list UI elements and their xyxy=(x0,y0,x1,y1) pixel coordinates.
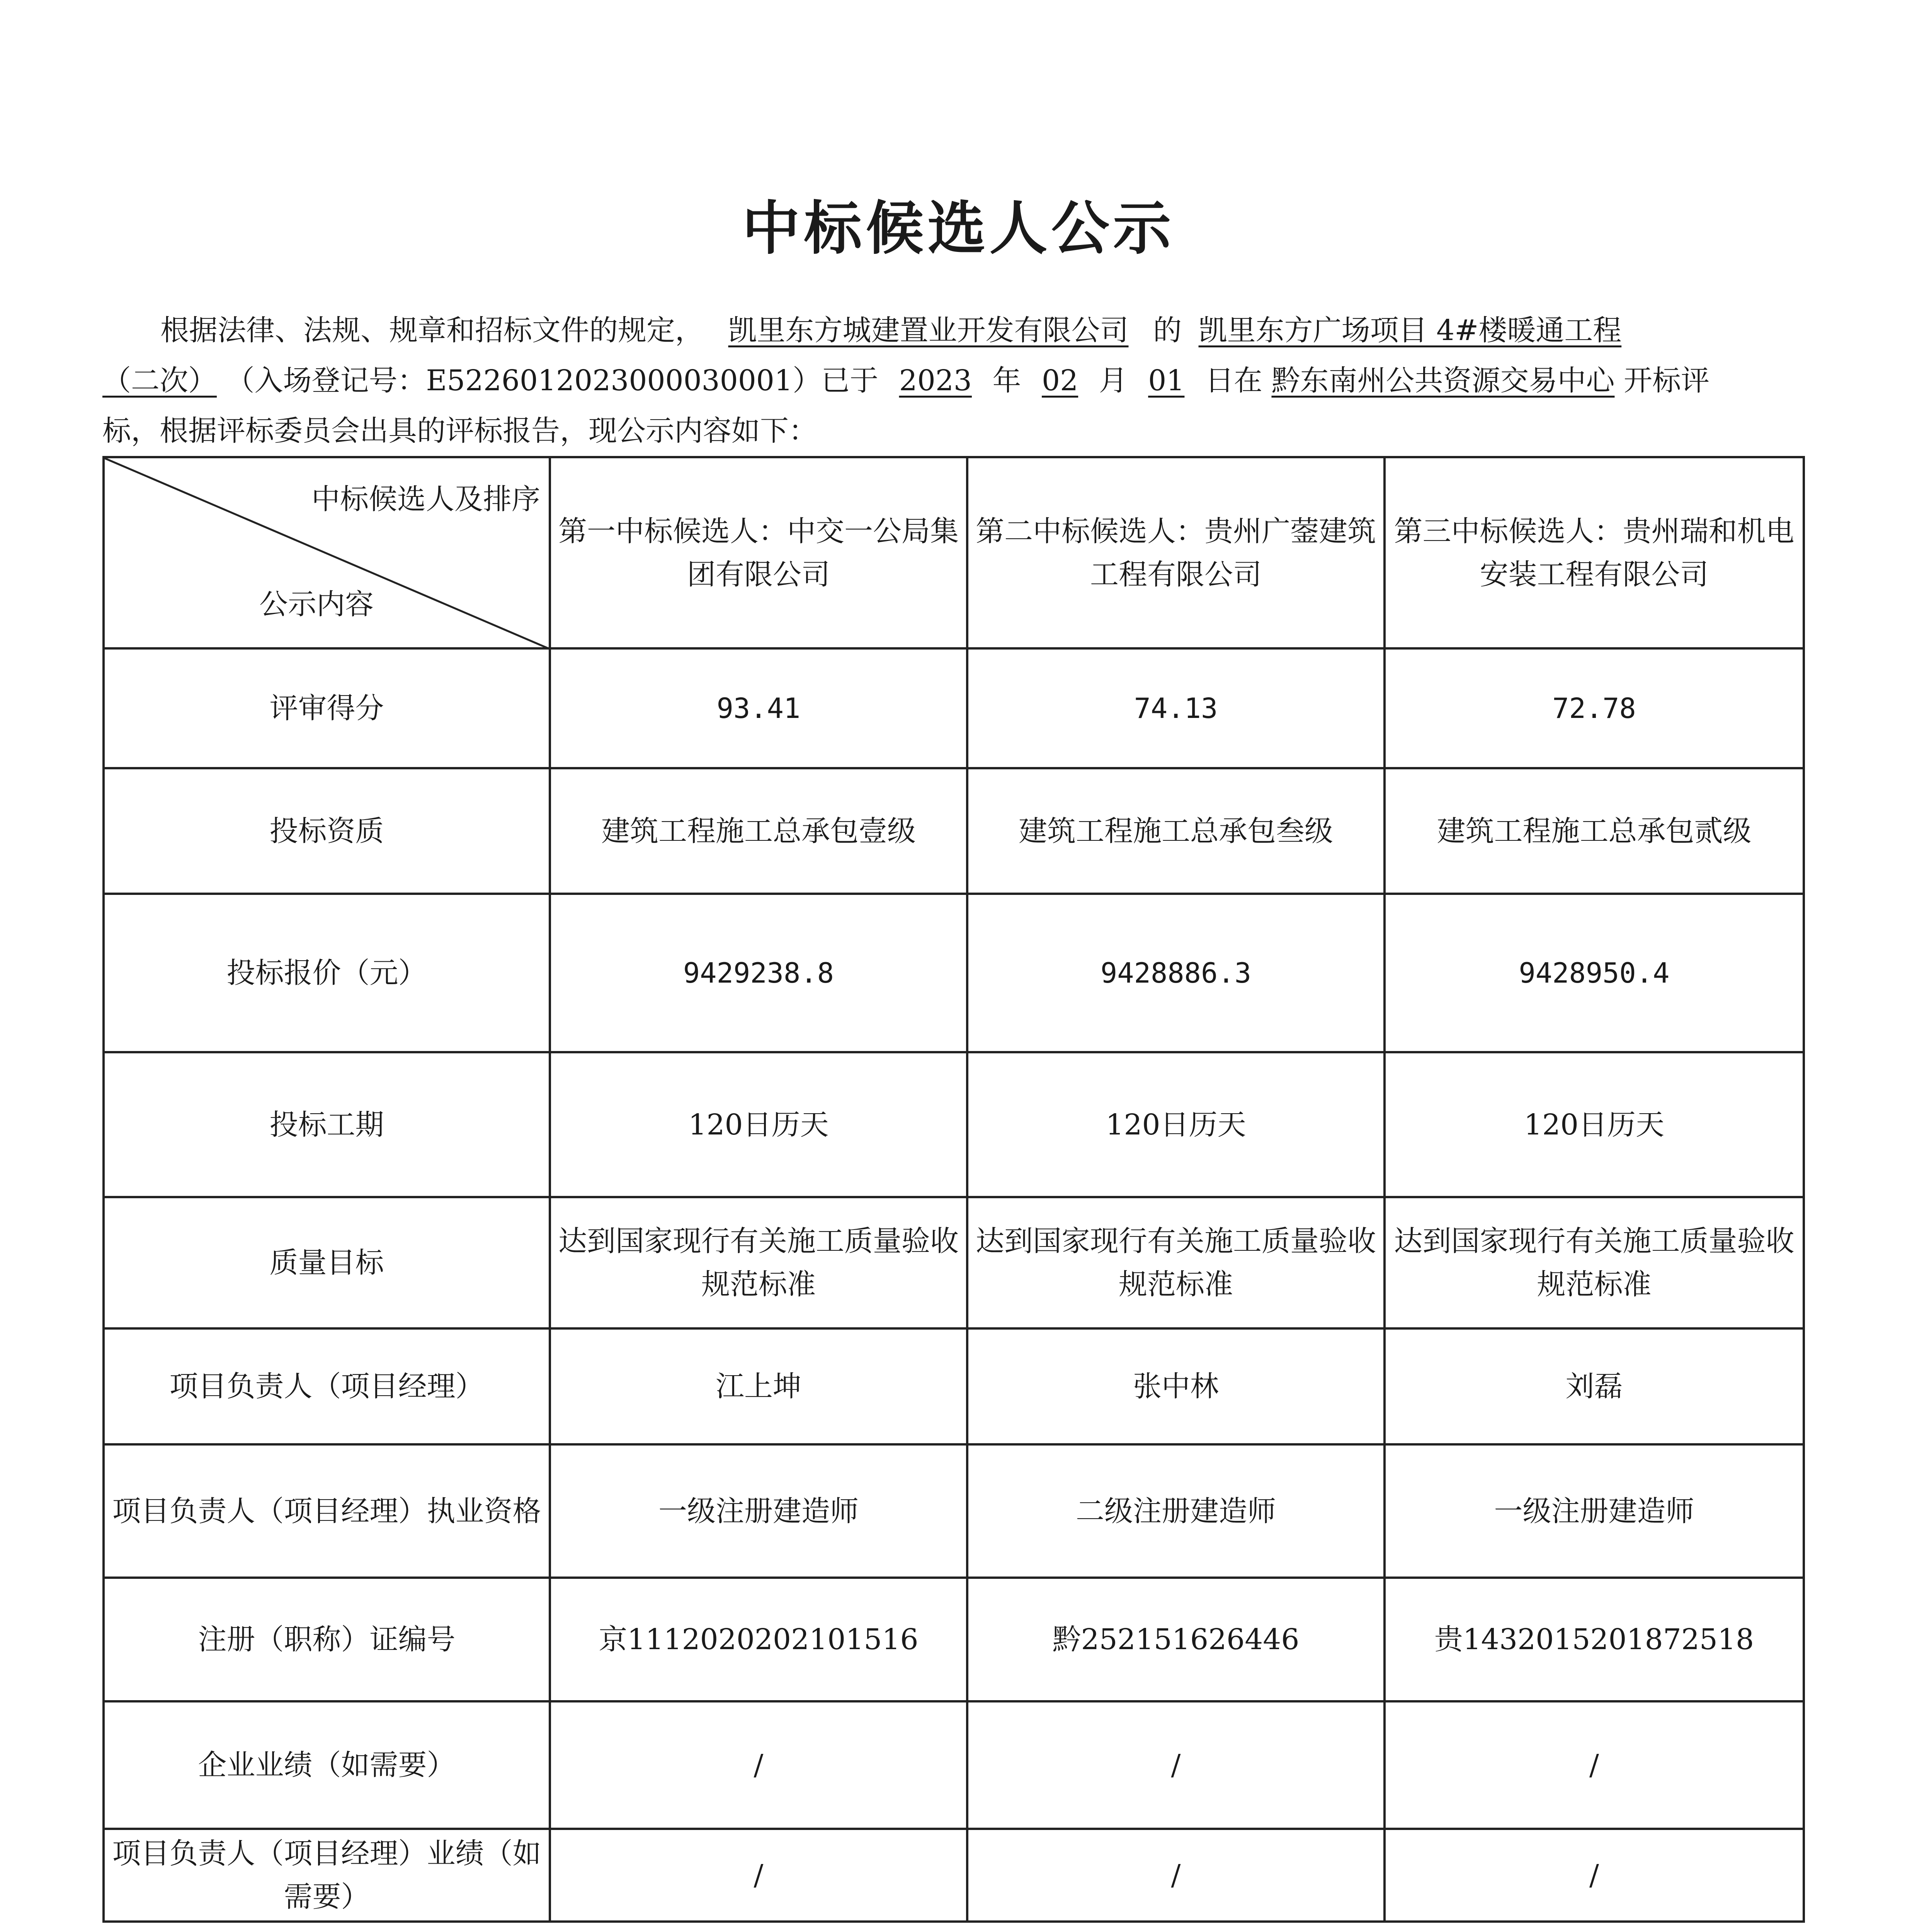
manager-qualification-cell: 二级注册建造师 xyxy=(967,1444,1385,1578)
score-cell: 93.41 xyxy=(550,648,967,768)
table-row-cert-no xyxy=(104,1578,1804,1701)
intro-line-1 xyxy=(102,305,1803,355)
candidate-2-header: 第二中标候选人：贵州广蓥建筑工程有限公司 xyxy=(967,457,1385,648)
price-cell: 9428886.3 xyxy=(967,894,1385,1052)
qualification-cell: 建筑工程施工总承包叁级 xyxy=(967,768,1385,894)
candidate-3-header: 第三中标候选人：贵州瑞和机电安装工程有限公司 xyxy=(1385,457,1804,648)
cert-no-cell: 黔252151626446 xyxy=(967,1578,1385,1701)
venue-name: 黔东南州公共资源交易中心 xyxy=(1271,364,1615,397)
intro-text-3: （入场登记号：E5226012023000030001）已于 xyxy=(226,364,879,397)
cert-no-cell: 贵1432015201872518 xyxy=(1385,1578,1804,1701)
company-performance-cell: / xyxy=(1385,1701,1804,1829)
candidate-1-header: 第一中标候选人：中交一公局集团有限公司 xyxy=(550,457,967,648)
quality-cell: 达到国家现行有关施工质量验收规范标准 xyxy=(1385,1197,1804,1328)
row-label: 项目负责人（项目经理）业绩（如需要） xyxy=(104,1829,550,1922)
score-cell: 72.78 xyxy=(1385,648,1804,768)
intro-text-1: 根据法律、法规、规章和招标文件的规定， xyxy=(160,314,704,347)
manager-cell: 江上坤 xyxy=(550,1328,967,1444)
row-label: 注册（职称）证编号 xyxy=(104,1578,550,1701)
company-performance-cell: / xyxy=(967,1701,1385,1829)
manager-performance-cell: / xyxy=(1385,1829,1804,1922)
row-label: 投标资质 xyxy=(104,768,550,894)
manager-qualification-cell: 一级注册建造师 xyxy=(550,1444,967,1578)
intro-text-5: 月 xyxy=(1099,364,1128,397)
corner-label-bottom: 公示内容 xyxy=(259,588,374,621)
period-cell: 120日历天 xyxy=(967,1052,1385,1197)
row-label: 质量目标 xyxy=(104,1197,550,1328)
row-label: 评审得分 xyxy=(104,648,550,768)
table-row-company-performance xyxy=(104,1701,1804,1829)
table-row-score xyxy=(104,648,1804,768)
quality-cell: 达到国家现行有关施工质量验收规范标准 xyxy=(550,1197,967,1328)
intro-line-2 xyxy=(102,355,1803,406)
row-label: 投标报价（元） xyxy=(104,894,550,1052)
manager-performance-cell: / xyxy=(967,1829,1385,1922)
period-cell: 120日历天 xyxy=(1385,1052,1804,1197)
tenderee-name: 凯里东方城建置业开发有限公司 xyxy=(728,314,1129,347)
intro-text-4: 年 xyxy=(992,364,1021,397)
table-row-period xyxy=(104,1052,1804,1197)
table-row-qualification xyxy=(104,768,1804,894)
period-cell: 120日历天 xyxy=(550,1052,967,1197)
table-header-row xyxy=(104,457,1804,648)
intro-text-6: 日在 xyxy=(1205,364,1262,397)
manager-performance-cell: / xyxy=(550,1829,967,1922)
score-cell: 74.13 xyxy=(967,648,1385,768)
qualification-cell: 建筑工程施工总承包壹级 xyxy=(550,768,967,894)
manager-cell: 刘磊 xyxy=(1385,1328,1804,1444)
open-day: 01 xyxy=(1148,364,1185,397)
row-label: 投标工期 xyxy=(104,1052,550,1197)
intro-line-3: 标，根据评标委员会出具的评标报告，现公示内容如下： xyxy=(102,414,817,447)
table-row-manager-performance xyxy=(104,1829,1804,1922)
table-corner-cell xyxy=(104,457,550,648)
price-cell: 9429238.8 xyxy=(550,894,967,1052)
project-name-suffix: （二次） xyxy=(102,364,217,397)
table-row-quality xyxy=(104,1197,1804,1328)
table-row-manager xyxy=(104,1328,1804,1444)
quality-cell: 达到国家现行有关施工质量验收规范标准 xyxy=(967,1197,1385,1328)
cert-no-cell: 京1112020202101516 xyxy=(550,1578,967,1701)
company-performance-cell: / xyxy=(550,1701,967,1829)
price-cell: 9428950.4 xyxy=(1385,894,1804,1052)
intro-paragraph xyxy=(102,305,1803,456)
open-month: 02 xyxy=(1042,364,1078,397)
row-label: 项目负责人（项目经理）执业资格 xyxy=(104,1444,550,1578)
corner-label-top: 中标候选人及排序 xyxy=(311,483,540,516)
manager-qualification-cell: 一级注册建造师 xyxy=(1385,1444,1804,1578)
intro-text-2: 的 xyxy=(1153,314,1182,347)
table-row-price xyxy=(104,894,1804,1052)
candidate-table xyxy=(102,456,1805,1923)
project-name: 凯里东方广场项目 4#楼暖通工程 xyxy=(1198,314,1622,347)
row-label: 企业业绩（如需要） xyxy=(104,1701,550,1829)
intro-text-7: 开标评 xyxy=(1624,364,1710,397)
qualification-cell: 建筑工程施工总承包贰级 xyxy=(1385,768,1804,894)
row-label: 项目负责人（项目经理） xyxy=(104,1328,550,1444)
page-title: 中标候选人公示 xyxy=(742,195,1175,262)
table-row-manager-qualification xyxy=(104,1444,1804,1578)
manager-cell: 张中林 xyxy=(967,1328,1385,1444)
open-year: 2023 xyxy=(899,364,972,397)
